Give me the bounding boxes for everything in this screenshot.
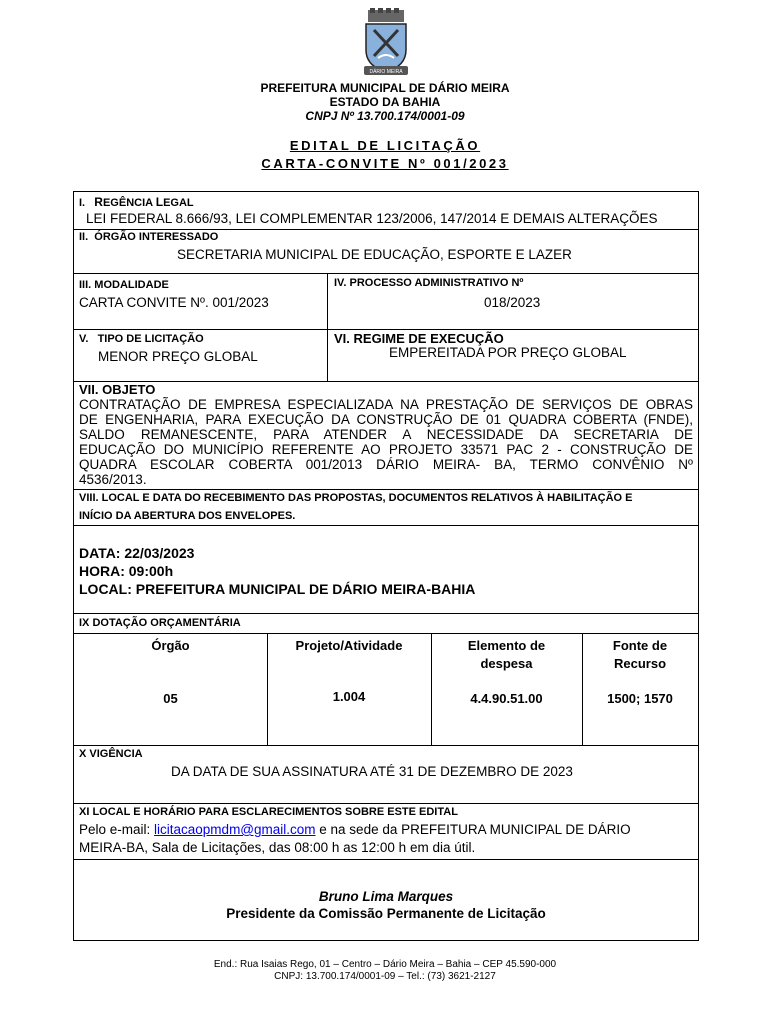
document-title: EDITAL DE LICITAÇÃO	[289, 138, 481, 153]
column-header: Elemento de	[467, 638, 546, 653]
data-value: DATA: 22/03/2023	[79, 545, 195, 561]
objeto-line: SALDO REMANESCENTE, PARA ATENDER A NECESSIDADE DA SECRETARIA DE	[79, 427, 693, 442]
header-cnpj: CNPJ Nº 13.700.174/0001-09	[305, 109, 465, 123]
section-label: XI LOCAL E HORÁRIO PARA ESCLARECIMENTOS SOBRE ESTE EDITAL	[79, 806, 458, 818]
section-local-data-recebimento	[74, 490, 698, 526]
header-prefeitura: PREFEITURA MUNICIPAL DE DÁRIO MEIRA	[260, 81, 510, 95]
document-subtitle: CARTA-CONVITE Nº 001/2023	[261, 156, 509, 171]
esclarecimentos-line2: MEIRA-BA, Sala de Licitações, das 08:00 h as 12:00 h em dia útil.	[79, 840, 476, 855]
objeto-line: DE ENGENHARIA, PARA EXECUÇÃO DA CONSTRUÇÃO DE 01 QUADRA COBERTA (FNDE),	[79, 412, 693, 427]
svg-text:DÁRIO MEIRA: DÁRIO MEIRA	[369, 69, 403, 75]
column-header: Projeto/Atividade	[295, 638, 403, 653]
column-header: Órgão	[151, 638, 190, 653]
cell-value: 1.004	[332, 689, 366, 704]
column-fonte	[582, 634, 698, 745]
signature-block	[74, 860, 698, 940]
hora-value: HORA: 09:00h	[79, 563, 174, 579]
section-label: III. MODALIDADE	[79, 279, 169, 291]
section-dotacao-orcamentaria	[74, 614, 698, 634]
section-data-hora-local	[74, 526, 698, 614]
modalidade-value: CARTA CONVITE Nº. 001/2023	[79, 295, 269, 310]
tipo-licitacao-value: MENOR PREÇO GLOBAL	[98, 349, 258, 364]
footer-address: End.: Rua Isaias Rego, 01 – Centro – Dário Meira – Bahia – CEP 45.590-000	[213, 959, 557, 970]
column-projeto	[267, 634, 431, 745]
section-label: IX DOTAÇÃO ORÇAMENTÁRIA	[79, 617, 241, 629]
section-text: LEI FEDERAL 8.666/93, LEI COMPLEMENTAR 123/2006, 147/2014 E DEMAIS ALTERAÇÕES	[86, 211, 658, 226]
esclarecimentos-line1: Pelo e-mail: licitacaopmdm@gmail.com e na sede da PREFEITURA MUNICIPAL DE DÁRIO	[79, 822, 631, 837]
local-value: LOCAL: PREFEITURA MUNICIPAL DE DÁRIO MEIRA-BAHIA	[79, 581, 476, 597]
section-modalidade-processo	[74, 274, 698, 330]
email-link[interactable]: licitacaopmdm@gmail.com	[154, 822, 316, 837]
header-estado: ESTADO DA BAHIA	[329, 95, 441, 109]
section-label: VI. REGIME DE EXECUÇÃO	[334, 331, 504, 346]
objeto-line: CONTRATAÇÃO DE EMPRESA ESPECIALIZADA NA PRESTAÇÃO DE SERVIÇOS DE OBRAS	[79, 397, 693, 412]
section-objeto	[74, 382, 698, 490]
section-esclarecimentos	[74, 804, 698, 860]
objeto-line: 4536/2013.	[79, 472, 147, 487]
column-header: despesa	[480, 656, 533, 671]
regime-value: EMPEREITADA POR PREÇO GLOBAL	[389, 345, 627, 360]
section-label: INÍCIO DA ABERTURA DOS ENVELOPES.	[79, 510, 296, 522]
column-header: Recurso	[613, 656, 667, 671]
municipal-crest-icon	[360, 8, 412, 80]
signature-name: Bruno Lima Marques	[318, 889, 454, 904]
section-label: II. ÓRGÃO INTERESSADO	[79, 231, 219, 243]
cell-value: 05	[163, 691, 178, 706]
section-text: SECRETARIA MUNICIPAL DE EDUCAÇÃO, ESPORTE E LAZER	[177, 247, 572, 262]
vigencia-value: DA DATA DE SUA ASSINATURA ATÉ 31 DE DEZEMBRO DE 2023	[171, 764, 573, 779]
section-label: I. REGÊNCIA LEGAL	[79, 195, 194, 209]
section-label: V. TIPO DE LICITAÇÃO	[79, 333, 204, 345]
section-label: VIII. LOCAL E DATA DO RECEBIMENTO DAS PROPOSTAS, DOCUMENTOS RELATIVOS À HABILITAÇÃO E	[79, 492, 633, 504]
section-vigencia	[74, 746, 698, 804]
section-tipo-regime	[74, 330, 698, 382]
section-label: X VIGÊNCIA	[79, 748, 143, 760]
section-orgao-interessado	[74, 230, 698, 274]
column-elemento	[431, 634, 582, 745]
footer-contact: CNPJ: 13.700.174/0001-09 – Tel.: (73) 3621-2127	[274, 971, 496, 982]
signature-role: Presidente da Comissão Permanente de Licitação	[226, 906, 546, 921]
dotacao-table	[74, 634, 698, 746]
section-regencia-legal	[74, 192, 698, 230]
column-orgao	[74, 634, 267, 745]
column-header: Fonte de	[612, 638, 668, 653]
processo-value: 018/2023	[484, 295, 541, 310]
cell-value: 4.4.90.51.00	[470, 691, 543, 706]
objeto-line: EDUCAÇÃO DO MUNICÍPIO REFERENTE AO PROJETO 33571 PAC 2 - CONSTRUÇÃO DE	[79, 442, 693, 457]
section-label: IV. PROCESSO ADMINISTRATIVO Nº	[334, 277, 524, 289]
objeto-line: QUADRA ESCOLAR COBERTA 001/2013 DÁRIO MEIRA- BA, TERMO CONVÊNIO Nº	[79, 457, 693, 472]
section-label: VII. OBJETO	[79, 382, 156, 397]
edital-table	[73, 191, 699, 941]
cell-value: 1500; 1570	[607, 691, 673, 706]
